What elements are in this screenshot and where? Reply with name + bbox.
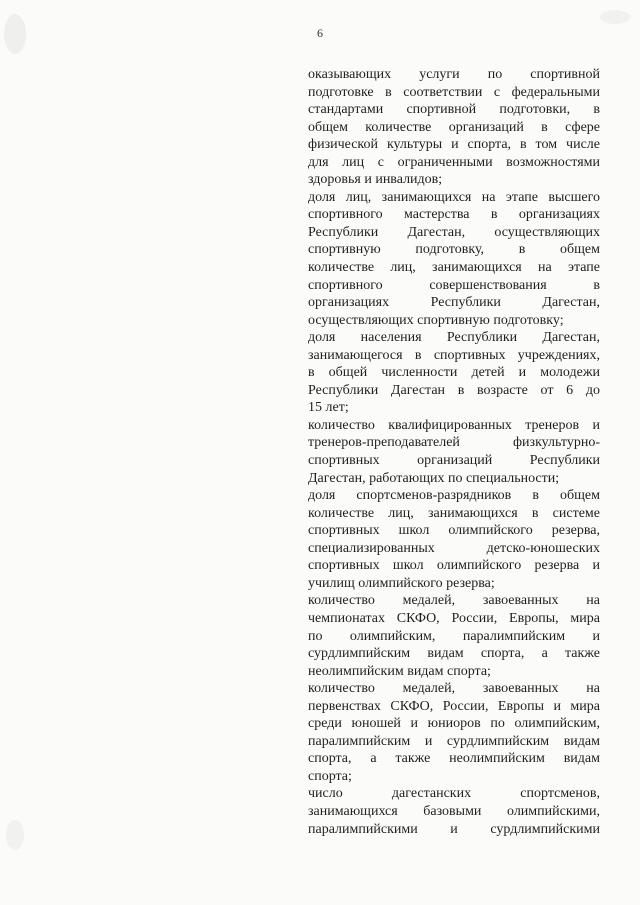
text-line: доля спортсменов-разрядников в общем — [308, 488, 600, 504]
text-line: тренеров-преподавателей физкультурно- — [308, 435, 600, 451]
text-line: физической культуры и спорта, в том числе — [308, 137, 600, 153]
text-line: спорта, а также неолимпийским видам — [308, 751, 600, 767]
scan-speck — [600, 10, 630, 24]
document-body — [308, 66, 600, 838]
text-line: количестве лиц, занимающихся в системе — [308, 505, 600, 521]
text-line: среди юношей и юниоров по олимпийским, — [308, 716, 600, 732]
text-line: по олимпийским, паралимпийским и — [308, 628, 600, 644]
text-line: неолимпийским видам спорта; — [308, 663, 491, 679]
text-line: для лиц с ограниченными возможностями — [308, 154, 600, 170]
text-line: оказывающих услуги по спортивной — [308, 67, 600, 82]
text-line: спортивных школ олимпийского резерва, — [308, 523, 600, 539]
text-line: паралимпийским и сурдлимпийским видам — [308, 733, 600, 749]
text-line: доля лиц, занимающихся на этапе высшего — [308, 189, 600, 205]
paragraph — [308, 189, 600, 329]
text-line: спортивного совершенствования в — [308, 277, 600, 293]
paragraph — [308, 487, 600, 592]
text-line: занимающихся базовыми олимпийскими, — [308, 803, 600, 819]
text-line: сурдлимпийским видам спорта, а также — [308, 646, 600, 662]
text-line: 15 лет; — [308, 400, 349, 416]
paragraph — [308, 66, 600, 189]
text-line: училищ олимпийского резерва; — [308, 575, 495, 591]
text-line: Дагестан, работающих по специальности; — [308, 470, 560, 486]
text-line: Республики Дагестан, осуществляющих — [308, 224, 600, 240]
text-line: доля населения Республики Дагестан, — [308, 330, 600, 346]
text-line: Республики Дагестан в возрасте от 6 до — [308, 382, 600, 398]
scan-speck — [6, 820, 24, 850]
text-line: спортивную подготовку, в общем — [308, 242, 600, 258]
text-line: паралимпийскими и сурдлимпийскими — [308, 821, 600, 837]
text-line: занимающегося в спортивных учреждениях, — [308, 347, 600, 363]
paragraph — [308, 592, 600, 680]
text-line: количестве лиц, занимающихся на этапе — [308, 260, 600, 276]
text-line: в общей численности детей и молодежи — [308, 365, 600, 381]
text-line: организациях Республики Дагестан, — [308, 295, 600, 311]
text-line: число дагестанских спортсменов, — [308, 786, 600, 802]
text-line: количество квалифицированных тренеров и — [308, 417, 600, 433]
text-line: спорта; — [308, 768, 352, 784]
text-line: здоровья и инвалидов; — [308, 172, 443, 188]
paragraph — [308, 680, 600, 785]
page-number: 6 — [317, 26, 323, 40]
text-line: общем количестве организаций в сфере — [308, 119, 600, 135]
paragraph — [308, 329, 600, 417]
text-line: количество медалей, завоеванных на — [308, 681, 600, 697]
text-line: стандартами спортивной подготовки, в — [308, 102, 600, 118]
paragraph — [308, 417, 600, 487]
text-line: спортивных школ олимпийского резерва и — [308, 558, 600, 574]
text-line: подготовке в соответствии с федеральными — [308, 84, 600, 100]
text-line: первенствах СКФО, России, Европы и мира — [308, 698, 600, 714]
text-line: специализированных детско-юношеских — [308, 540, 600, 556]
text-line: спортивных организаций Республики — [308, 453, 600, 469]
text-line: спортивного мастерства в организациях — [308, 207, 600, 223]
paragraph — [308, 785, 600, 838]
text-line: осуществляющих спортивную подготовку; — [308, 312, 564, 328]
text-line: количество медалей, завоеванных на — [308, 593, 600, 609]
text-line: чемпионатах СКФО, России, Европы, мира — [308, 610, 600, 626]
